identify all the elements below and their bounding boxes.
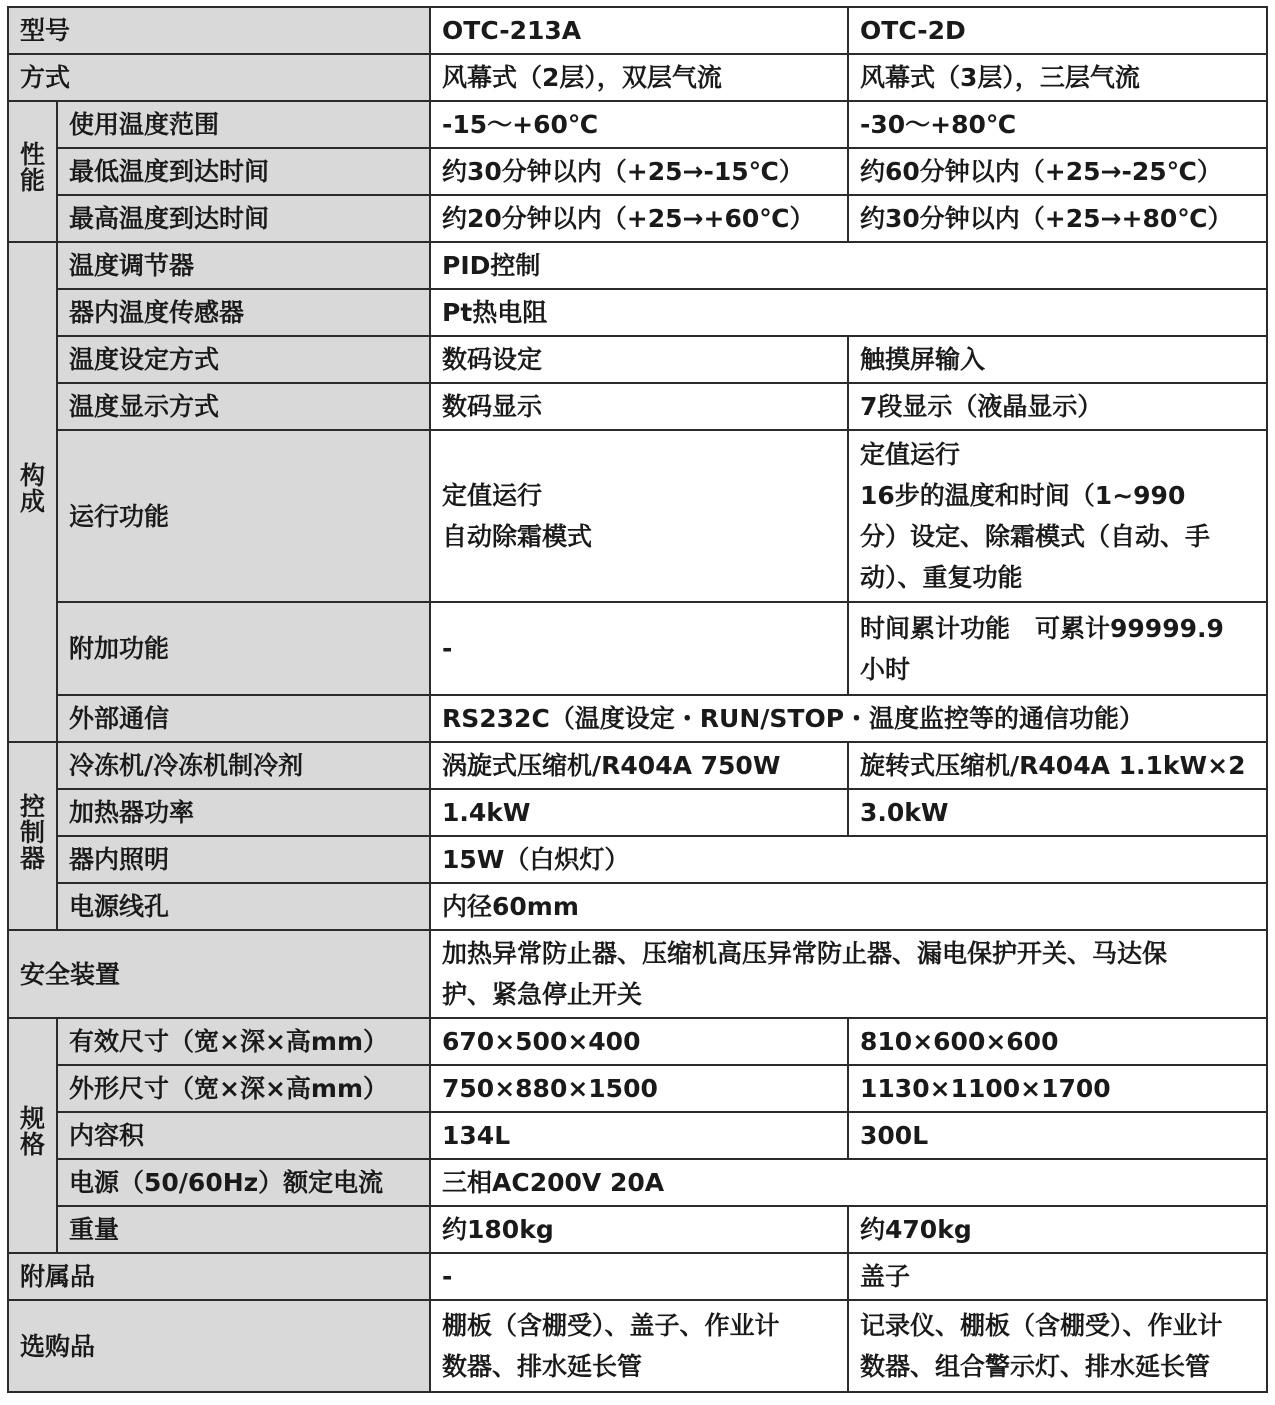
model-b-header: OTC-2D — [848, 7, 1267, 54]
table-row — [8, 836, 1267, 883]
value-a: -15～+60℃ — [430, 101, 848, 148]
value-b: -30～+80℃ — [848, 101, 1267, 148]
table-row — [8, 883, 1267, 930]
merged-value: RS232C（温度设定・RUN/STOP・温度监控等的通信功能） — [430, 695, 1267, 742]
value-b: 1130×1100×1700 — [848, 1065, 1267, 1112]
row-label: 内容积 — [57, 1112, 430, 1159]
value-a: 约20分钟以内（+25→+60℃） — [430, 195, 848, 242]
value-b — [848, 1300, 1267, 1392]
row-label: 温度调节器 — [57, 242, 430, 289]
performance-group-label: 性能 — [8, 101, 57, 242]
row-label: 使用温度范围 — [57, 101, 430, 148]
options-row — [8, 1300, 1267, 1392]
mode-row — [8, 54, 1267, 101]
merged-value: 内径60mm — [430, 883, 1267, 930]
construction-group-label: 构成 — [8, 242, 57, 742]
row-label: 附加功能 — [57, 602, 430, 695]
merged-value: Pt热电阻 — [430, 289, 1267, 336]
value-a: 约180kg — [430, 1206, 848, 1253]
value-a: 134L — [430, 1112, 848, 1159]
table-row — [8, 289, 1267, 336]
options-label: 选购品 — [8, 1300, 430, 1392]
header-label: 型号 — [8, 7, 430, 54]
table-row — [8, 195, 1267, 242]
row-label: 冷冻机/冷冻机制冷剂 — [57, 742, 430, 789]
line: 数器、组合警示灯、排水延长管 — [860, 1352, 1211, 1381]
line: 数器、排水延长管 — [442, 1352, 643, 1381]
table-row — [8, 1065, 1267, 1112]
row-label: 运行功能 — [57, 430, 430, 602]
value-a: 1.4kW — [430, 789, 848, 836]
row-label: 外部通信 — [57, 695, 430, 742]
table-row — [8, 1159, 1267, 1206]
value-b: 盖子 — [848, 1253, 1267, 1300]
merged-value: PID控制 — [430, 242, 1267, 289]
accessories-label: 附属品 — [8, 1253, 430, 1300]
line: 小时 — [860, 654, 911, 684]
row-label: 加热器功率 — [57, 789, 430, 836]
row-label: 重量 — [57, 1206, 430, 1253]
row-label: 器内温度传感器 — [57, 289, 430, 336]
value-b: 300L — [848, 1112, 1267, 1159]
line: 时间累计功能 可累计99999.9 — [860, 613, 1224, 643]
table-row — [8, 742, 1267, 789]
row-label: 电源线孔 — [57, 883, 430, 930]
merged-value: 15W（白炽灯） — [430, 836, 1267, 883]
value-b — [848, 430, 1267, 602]
value-b: 约30分钟以内（+25→+80℃） — [848, 195, 1267, 242]
line: 分）设定、除霜模式（自动、手 — [860, 522, 1211, 551]
value-a — [430, 1300, 848, 1392]
value-b — [848, 602, 1267, 695]
merged-value: 三相AC200V 20A — [430, 1159, 1267, 1206]
line: 护、紧急停止开关 — [442, 980, 643, 1009]
row-label: 外形尺寸（宽×深×高mm） — [57, 1065, 430, 1112]
line: 自动除霜模式 — [442, 522, 593, 551]
safety-row — [8, 930, 1267, 1018]
accessories-row — [8, 1253, 1267, 1300]
safety-value — [430, 930, 1267, 1018]
row-label: 最低温度到达时间 — [57, 148, 430, 195]
value-b: 810×600×600 — [848, 1018, 1267, 1065]
table-row — [8, 242, 1267, 289]
value-a: 750×880×1500 — [430, 1065, 848, 1112]
row-label: 器内照明 — [57, 836, 430, 883]
row-label: 电源（50/60Hz）额定电流 — [57, 1159, 430, 1206]
table-row — [8, 695, 1267, 742]
table-row — [8, 383, 1267, 430]
value-b: 约60分钟以内（+25→-25℃） — [848, 148, 1267, 195]
value-a: 涡旋式压缩机/R404A 750W — [430, 742, 848, 789]
table-row — [8, 1112, 1267, 1159]
table-row — [8, 148, 1267, 195]
specs-group-label: 规格 — [8, 1018, 57, 1253]
line: 动）、重复功能 — [860, 563, 1023, 592]
value-a: 数码设定 — [430, 336, 848, 383]
value-b: 约470kg — [848, 1206, 1267, 1253]
mode-b: 风幕式（3层），三层气流 — [848, 54, 1267, 101]
line: 定值运行 — [442, 481, 543, 510]
table-row — [8, 1018, 1267, 1065]
value-a: 670×500×400 — [430, 1018, 848, 1065]
line: 16步的温度和时间（1~990 — [860, 481, 1186, 510]
table-row — [8, 101, 1267, 148]
line: 记录仪、棚板（含棚受）、作业计 — [860, 1311, 1223, 1340]
value-b: 3.0kW — [848, 789, 1267, 836]
table-row — [8, 430, 1267, 602]
row-label: 有效尺寸（宽×深×高mm） — [57, 1018, 430, 1065]
spec-table — [7, 6, 1268, 1393]
line: 定值运行 — [860, 440, 961, 469]
row-label: 最高温度到达时间 — [57, 195, 430, 242]
value-b: 触摸屏输入 — [848, 336, 1267, 383]
table-row — [8, 789, 1267, 836]
table-row — [8, 602, 1267, 695]
controller-group-label: 控制器 — [8, 742, 57, 930]
mode-a: 风幕式（2层），双层气流 — [430, 54, 848, 101]
value-a: - — [430, 602, 848, 695]
mode-label: 方式 — [8, 54, 430, 101]
value-a: 数码显示 — [430, 383, 848, 430]
line: 加热异常防止器、压缩机高压异常防止器、漏电保护开关、马达保 — [442, 939, 1168, 968]
model-a-header: OTC-213A — [430, 7, 848, 54]
safety-label: 安全装置 — [8, 930, 430, 1018]
value-b: 旋转式压缩机/R404A 1.1kW×2 — [848, 742, 1267, 789]
line: 棚板（含棚受）、盖子、作业计 — [442, 1311, 780, 1340]
value-a: - — [430, 1253, 848, 1300]
value-b: 7段显示（液晶显示） — [848, 383, 1267, 430]
row-label: 温度设定方式 — [57, 336, 430, 383]
value-a: 约30分钟以内（+25→-15℃） — [430, 148, 848, 195]
table-row — [8, 1206, 1267, 1253]
table-row — [8, 336, 1267, 383]
value-a — [430, 430, 848, 602]
header-row — [8, 7, 1267, 54]
row-label: 温度显示方式 — [57, 383, 430, 430]
